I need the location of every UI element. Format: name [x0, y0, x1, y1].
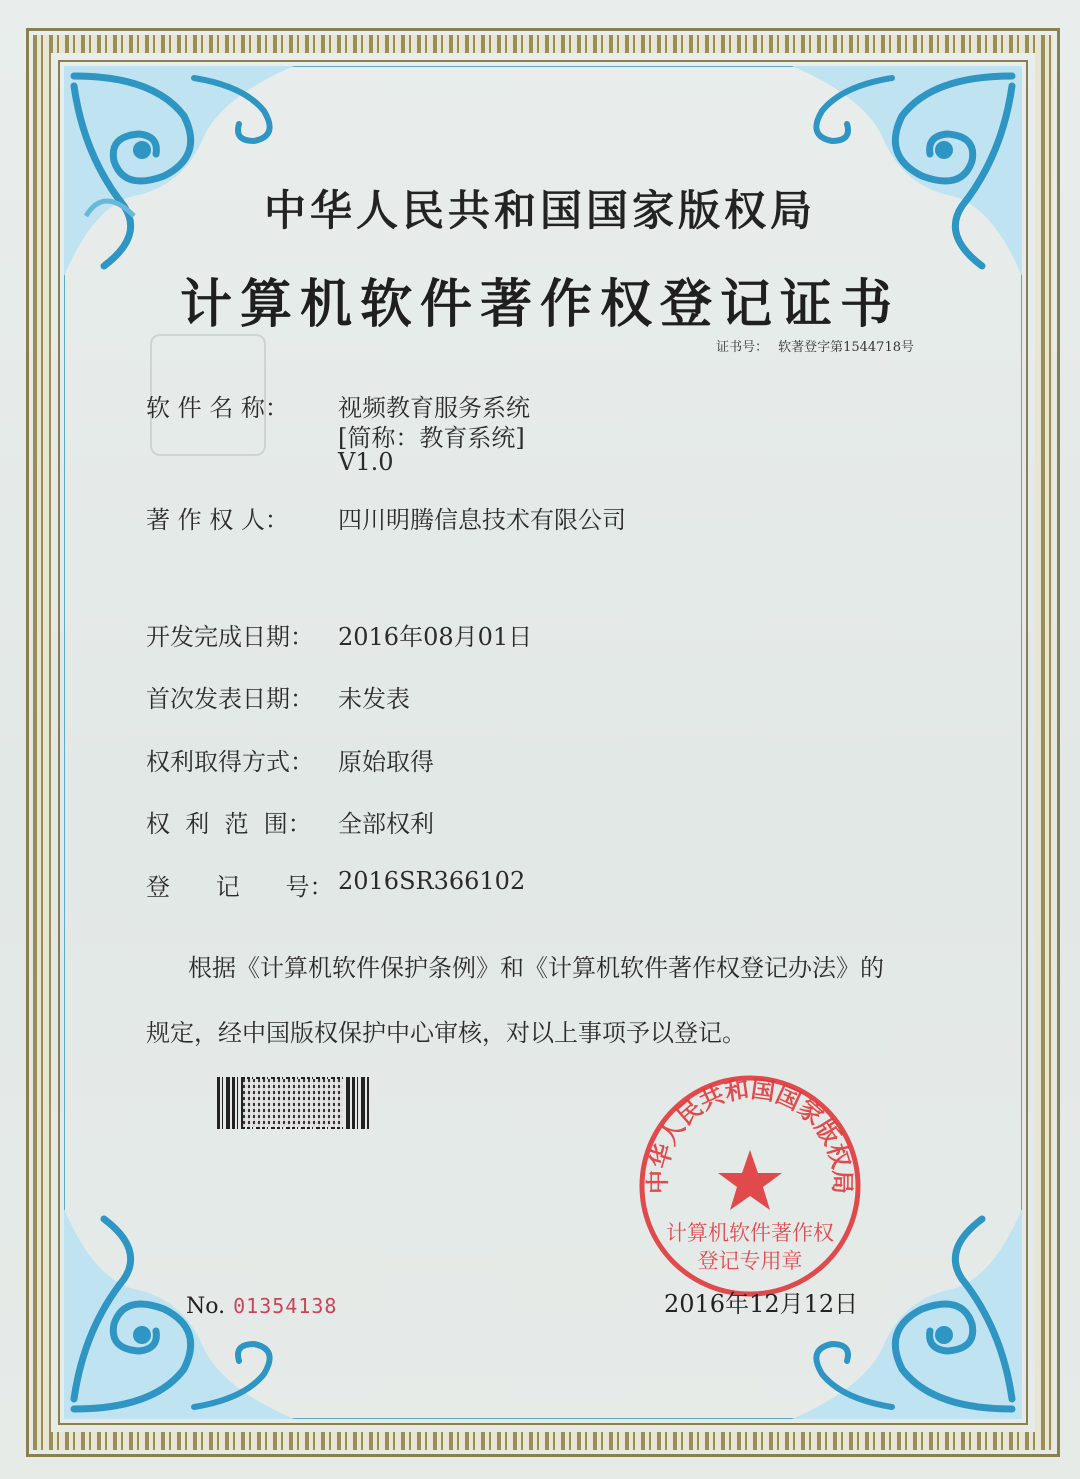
cert-no-value: 软著登字第1544718号	[778, 340, 914, 355]
acquire-value: 原始取得	[338, 748, 434, 776]
issue-date: 2016年12月12日	[664, 1290, 859, 1318]
certificate-title: 计算机软件著作权登记证书	[179, 274, 900, 335]
reg-no-label: 登 记 号：	[146, 873, 334, 901]
owner-label: 著 作 权 人：	[146, 506, 289, 534]
reg-no-value: 2016SR366102	[338, 867, 526, 895]
scope-value: 全部权利	[338, 810, 434, 838]
dev-date-value: 2016年08月01日	[338, 623, 533, 651]
barcode	[217, 1077, 369, 1129]
publish-date-value: 未发表	[338, 685, 410, 713]
seal-line-1: 计算机软件著作权	[666, 1221, 834, 1245]
issuer-heading: 中华人民共和国国家版权局	[263, 186, 816, 235]
seal-line-2: 登记专用章	[697, 1249, 803, 1273]
serial-value: 01354138	[233, 1294, 338, 1318]
scope-label: 权 利 范 围：	[146, 810, 312, 838]
owner-value: 四川明腾信息技术有限公司	[338, 506, 626, 534]
corner-ornament-top-left	[64, 66, 294, 276]
official-seal	[636, 1072, 864, 1300]
software-name-label: 软 件 名 称：	[146, 394, 289, 422]
qr-code	[243, 1079, 343, 1127]
dev-date-label: 开发完成日期：	[146, 623, 314, 651]
seal-ring-text: 中华人民共和国国家版权局	[642, 1074, 858, 1195]
acquire-label: 权利取得方式：	[146, 748, 314, 776]
software-name-line-1: 视频教育服务系统	[338, 394, 530, 422]
publish-date-label: 首次发表日期：	[146, 685, 314, 713]
statement-line-2: 规定，经中国版权保护中心审核，对以上事项予以登记。	[146, 1019, 746, 1047]
certificate-number	[706, 336, 914, 355]
software-name-line-2: [简称：教育系统]	[338, 424, 525, 452]
serial-label: No.	[186, 1294, 226, 1319]
software-name-line-3: V1.0	[338, 448, 394, 476]
cert-no-label: 证书号：	[716, 340, 769, 355]
statement-line-1: 根据《计算机软件保护条例》和《计算机软件著作权登记办法》的	[188, 954, 884, 982]
corner-ornament-top-right	[792, 66, 1022, 276]
serial-number	[186, 1294, 337, 1319]
